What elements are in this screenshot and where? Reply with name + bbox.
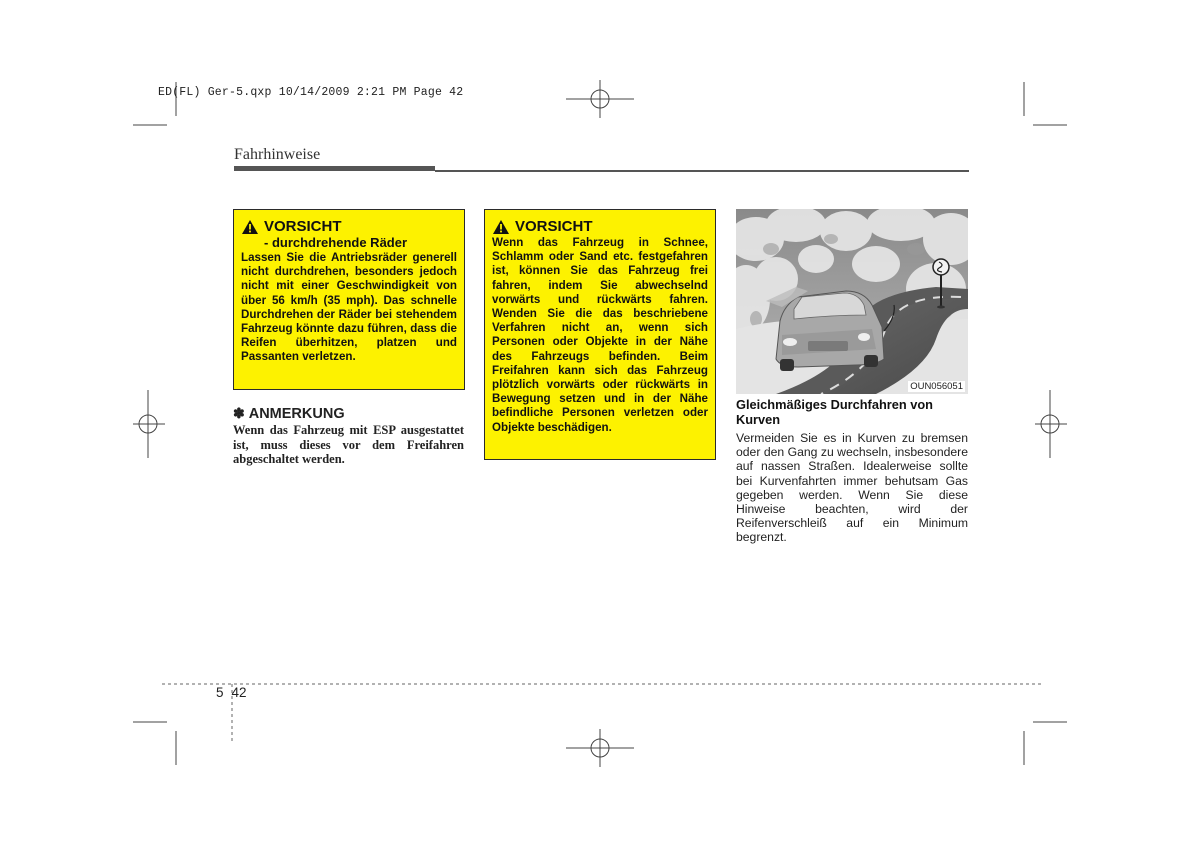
page-number [216,685,247,700]
warning-body: Wenn das Fahrzeug in Schnee, Schlamm oder Sand etc. festgefahren ist, können Sie das Fahrzeug frei fahren, indem Sie abwechselnd vorwärts und rückwärts fahren. Wenden Sie die das beschriebene Verfahren nicht an, wenn sich Personen oder Objekte in der Nähe des Fahrzeugs befinden. Beim Freifahren kann sich das Fahrzeug plötzlich vorwärts oder rückwärts in Bewegung setzen und in der Nähe befindliche Personen verletzen oder Objekte beschädigen. [492,236,708,434]
warning-box-stuck-vehicle [484,209,716,460]
note-title: ANMERKUNG [248,405,345,422]
page-number-value: 42 [231,685,247,700]
illustration-car-on-curve [736,209,968,394]
header-rule-thick [234,166,435,171]
warning-triangle-icon [492,219,510,235]
page-header-title: Fahrhinweise [234,146,321,163]
warning-subtitle: - durchdrehende Räder [264,235,408,250]
warning-header [241,219,457,235]
note-asterisk-icon: ✽ [233,405,245,421]
warning-triangle-icon [241,219,259,235]
registration-mark-bottom [566,729,634,767]
section-title: Gleichmäßiges Durchfahren von Kurven [736,397,933,427]
warning-title: VORSICHT [264,218,342,235]
warning-box-spinning-wheels [233,209,465,390]
print-slug: ED(FL) Ger-5.qxp 10/14/2009 2:21 PM Page 42 [158,86,464,99]
note-header [233,405,345,422]
registration-mark-right [1035,390,1067,458]
car-shape [766,287,884,371]
warning-body: Lassen Sie die Antriebsräder generell nicht durchdrehen, besonders jedoch nicht mit einer Geschwindigkeit von über 56 km/h (35 mph). Das schnelle Durchdrehen der Räder bei stehendem Fahrzeug könnte dazu führen, dass die Reifen überhitzen, platzen und Passanten verletzen. [241,251,457,364]
warning-title: VORSICHT [515,218,593,235]
registration-mark-top [566,80,634,118]
car-curve-illustration [736,209,968,394]
section-body: Vermeiden Sie es in Kurven zu bremsen oder den Gang zu wechseln, insbesondere auf nassen Straßen. Idealerweise sollte bei Kurvenfahrten immer behutsam Gas gegeben werden. Wenn Sie diese Hinweise beachten, wird der Reifenverschleiß auf ein Minimum begrenzt. [736,431,968,545]
chapter-number: 5 [216,685,224,700]
header-rule-thin [435,170,969,172]
note-body: Wenn das Fahrzeug mit ESP ausgestattet ist, muss dieses vor dem Freifahren abgeschaltet werden. [233,423,464,466]
registration-mark-left [133,390,165,458]
warning-header [492,219,708,235]
figure-code: OUN056051 [910,381,963,392]
